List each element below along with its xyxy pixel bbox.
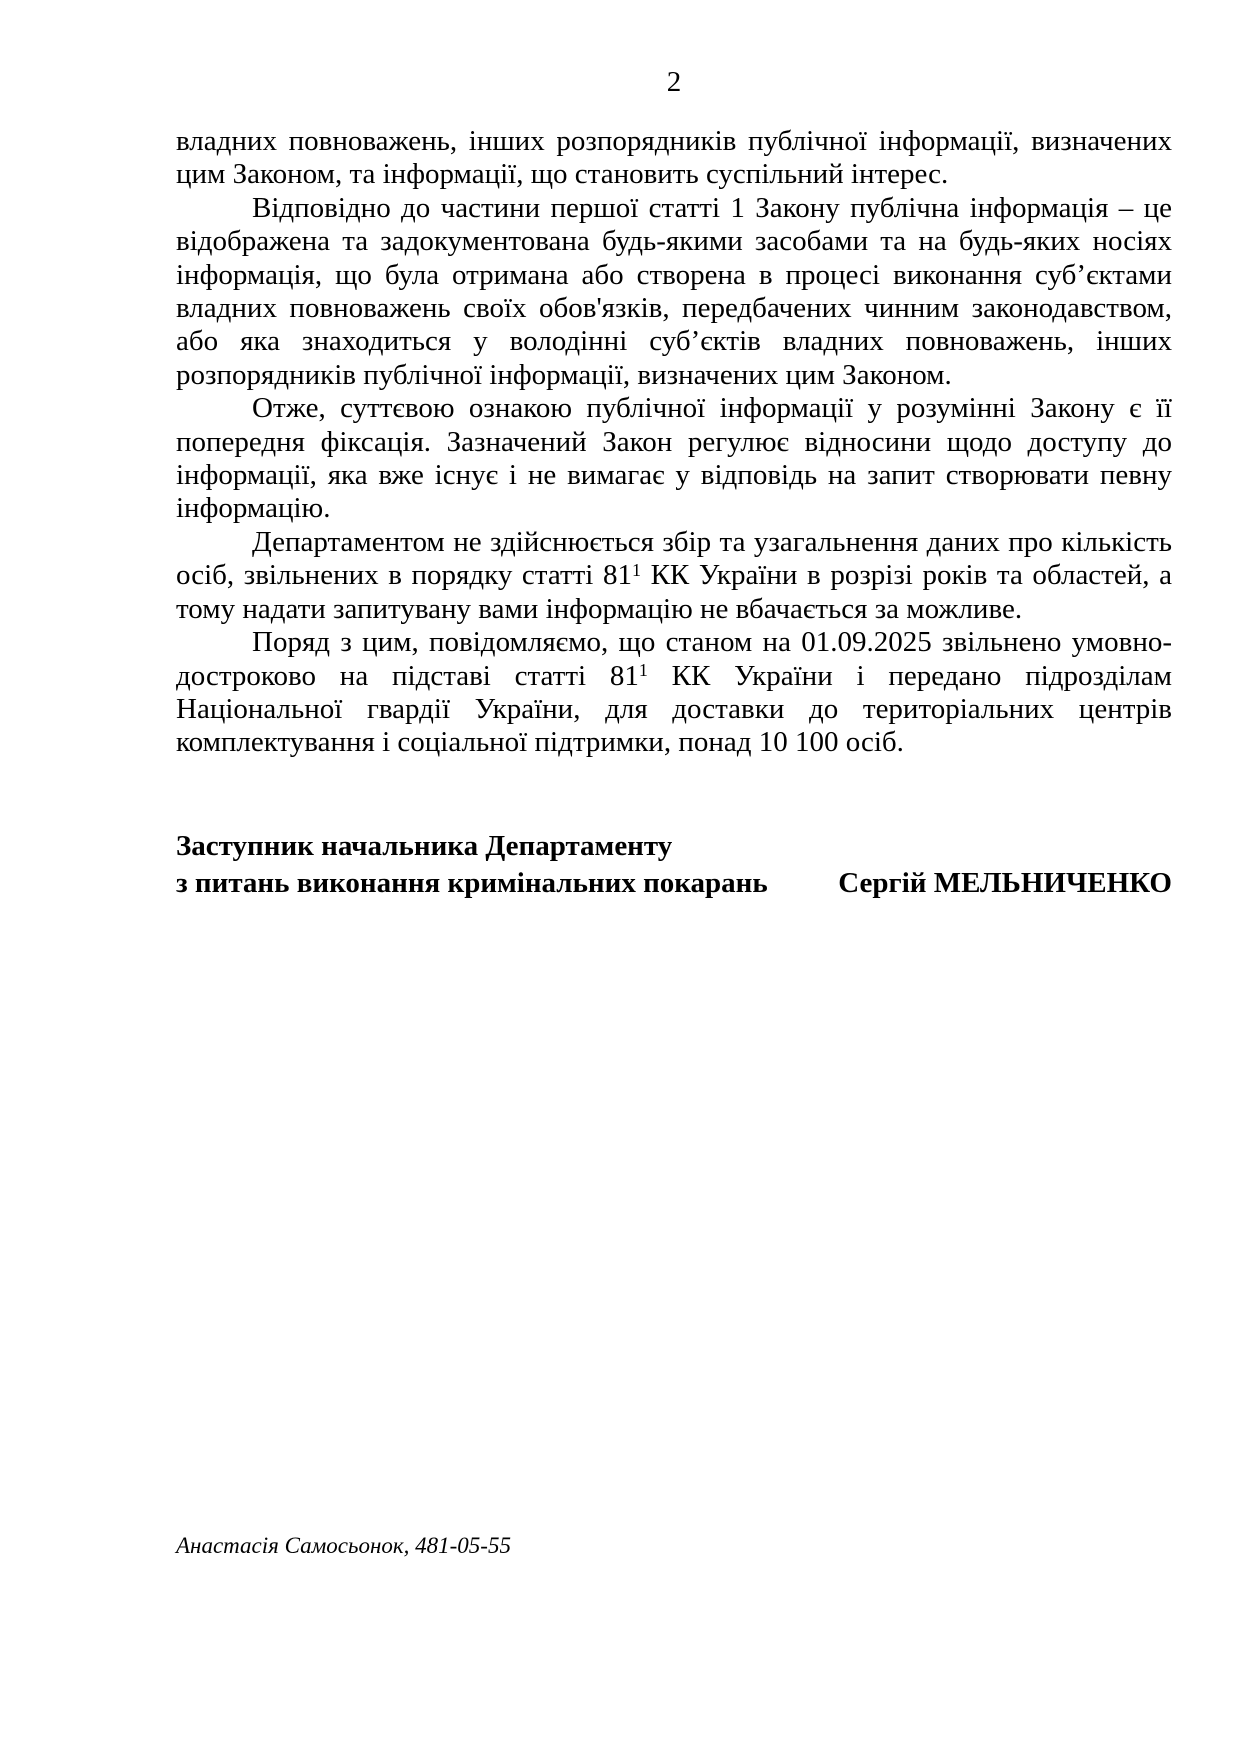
paragraph [176,192,1172,392]
signatory-name: Сергій МЕЛЬНИЧЕНКО [838,866,1172,899]
paragraph-text: Департаментом не здійснюється збір та узагальнення даних про кількість осіб, звільнених в порядку статті 81 [176,525,1172,592]
paragraph-text: Відповідно до частини першої статті 1 Закону публічна інформація – це відображена та задокументована будь-якими засобами та на будь-яких носіях інформація, що була отримана або створена в процесі виконання суб’єктами владних повноважень своїх обов'язків, передбачених чинним законодавством, або яка знаходиться у володінні суб’єктів владних повноважень, інших розпорядників публічної інформації, визначених цим Законом. [176,191,1172,391]
paragraph-text: Поряд з цим, повідомляємо, що станом на 01.09.2025 звільнено умовно-достроково на підставі статті 81 [176,626,1172,692]
paragraph-text: Отже, суттєвою ознакою публічної інформації у розумінні Закону є її попередня фіксація. Зазначений Закон регулює відносини щодо доступу до інформації, яка вже існує і не вимагає у відповідь на запит створювати певну інформацію. [176,392,1172,525]
signature-row [176,865,1172,902]
paragraph-text: КК України і передано підрозділам Національної гвардії України, для доставки до територіальних центрів комплектування і соціальної підтримки, понад 10 100 осіб. [176,659,1172,759]
letter-body [176,125,1172,760]
signature-title-line1: Заступник начальника Департаменту [176,829,673,862]
paragraph-text: владних повноважень, інших розпорядників публічної інформації, визначених цим Законом, та інформації, що становить суспільний інтерес. [176,125,1172,191]
superscript-text: 1 [638,660,648,681]
signature-block [176,828,1172,902]
page-content [176,0,1172,902]
paragraph [176,392,1172,526]
paragraph [176,626,1172,760]
paragraph [176,125,1172,192]
executor-note: Анастасія Самосьонок, 481-05-55 [176,1533,511,1558]
signature-title-line2: з питань виконання кримінальних покарань [176,866,768,899]
paragraph [176,526,1172,626]
paragraph-text: КК України в розрізі років та областей, а тому надати запитувану вами інформацію не вбачається за можливе. [176,559,1172,625]
superscript-text: 1 [631,560,641,581]
page-number: 2 [666,66,682,98]
